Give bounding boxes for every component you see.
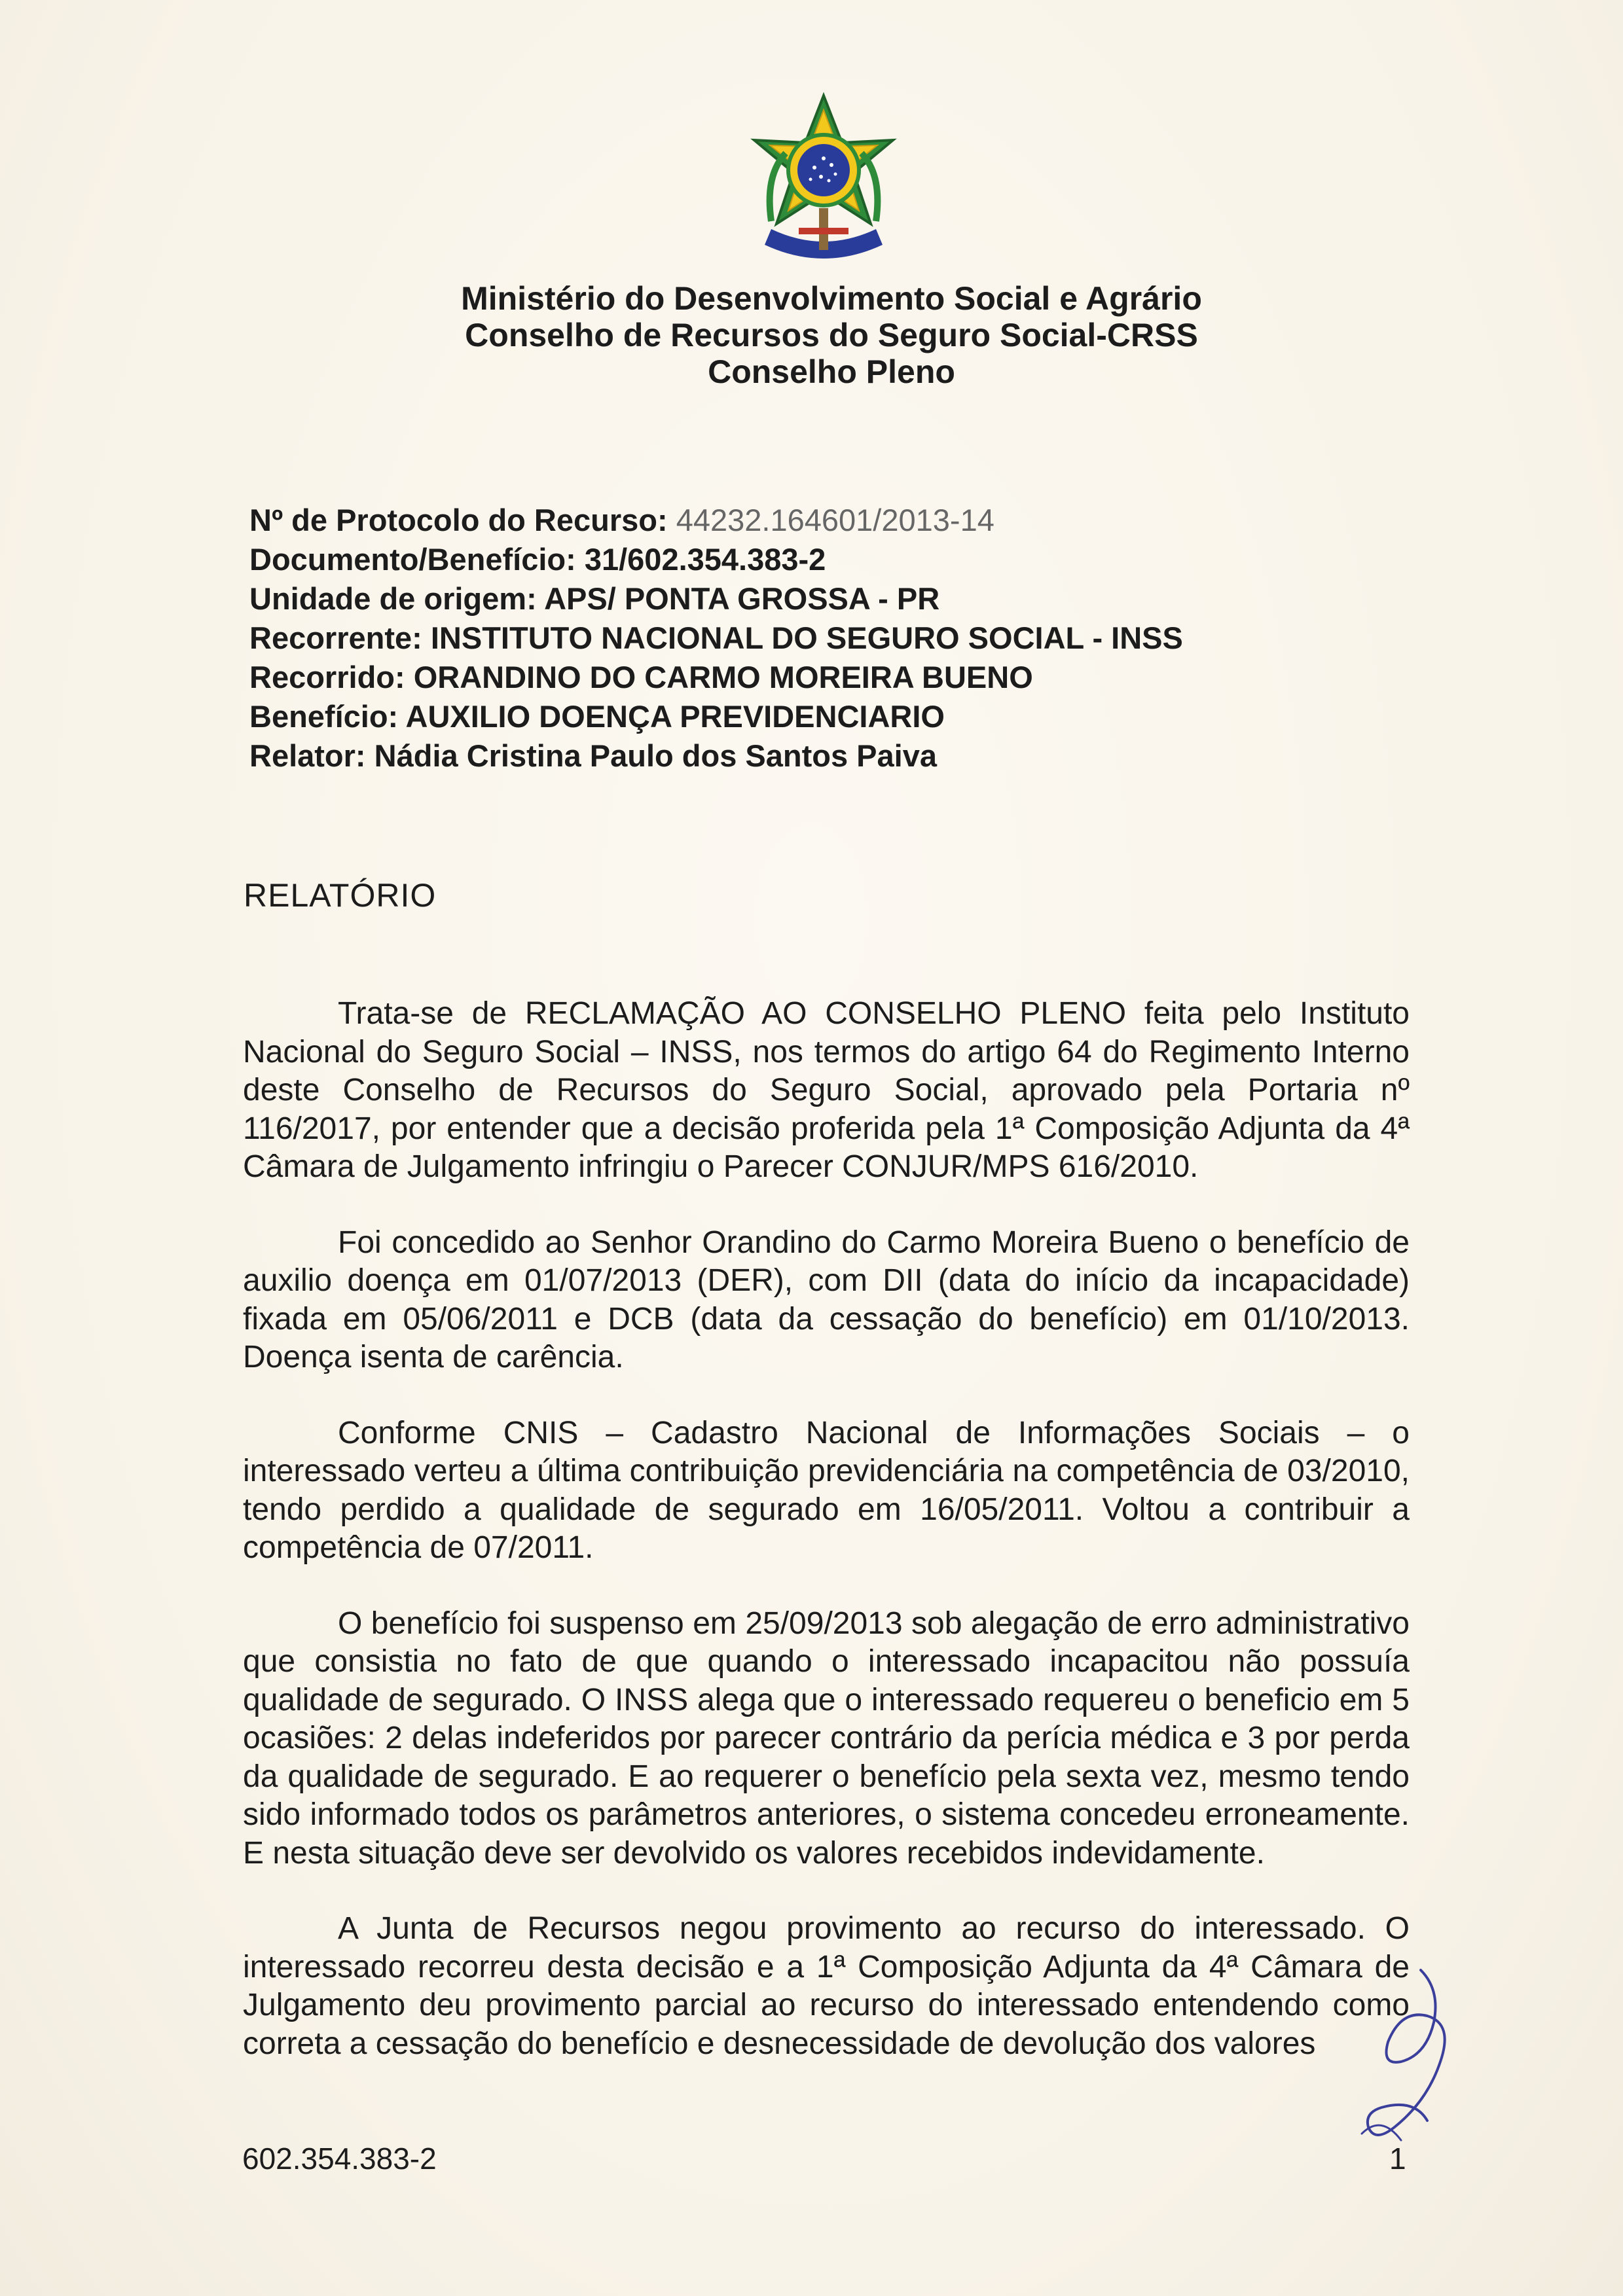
- document-value: 31/602.354.383-2: [584, 542, 826, 577]
- appellant-row: [249, 619, 1183, 658]
- protocol-row: [249, 501, 1183, 540]
- footer-benefit-number: 602.354.383-2: [242, 2142, 437, 2176]
- benefit-row: [249, 697, 1183, 736]
- report-title: RELATÓRIO: [244, 877, 437, 914]
- report-body: [243, 995, 1410, 2100]
- council-name: Conselho de Recursos do Seguro Social-CRSS: [465, 317, 1198, 353]
- document-label: Documento/Benefício:: [249, 542, 576, 577]
- chamber-name: Conselho Pleno: [708, 353, 955, 390]
- signature-icon: [1342, 1964, 1460, 2160]
- rapporteur-row: [249, 736, 1183, 776]
- origin-label: Unidade de origem:: [249, 581, 537, 616]
- appellee-label: Recorrido:: [249, 660, 405, 694]
- coat-of-arms-icon: [725, 90, 922, 287]
- protocol-value: 44232.164601/2013-14: [676, 503, 994, 537]
- report-paragraph: O benefício foi suspenso em 25/09/2013 sob alegação de erro administrativo que consistia no fato de que quando o interessado incapacitou não possuía qualidade de segurado. O INSS alega que o interessado requereu o beneficio em 5 ocasiões: 2 delas indeferidos por parecer contrário da perícia médica e 3 por perda da qualidade de segurado. E ao requerer o benefício pela sexta vez, mesmo tendo sido informado todos os parâmetros anteriores, o sistema concedeu erroneamente. E nesta situação deve ser devolvido os valores recebidos indevidamente.: [243, 1605, 1410, 1871]
- institution-header: [0, 280, 1623, 390]
- appellant-label: Recorrente:: [249, 620, 422, 655]
- appellee-value: ORANDINO DO CARMO MOREIRA BUENO: [413, 660, 1033, 694]
- report-paragraph: Trata-se de RECLAMAÇÃO AO CONSELHO PLENO feita pelo Instituto Nacional do Seguro Social – INSS, nos termos do artigo 64 do Regimento Interno deste Conselho de Recursos do Seguro Social, aprovado pela Portaria nº 116/2017, por entender que a decisão proferida pela 1ª Composição Adjunta da 4ª Câmara de Julgamento infringiu o Parecer CONJUR/MPS 616/2010.: [243, 996, 1410, 1184]
- document-row: [249, 540, 1183, 579]
- ministry-name: Ministério do Desenvolvimento Social e Agrário: [461, 280, 1202, 317]
- benefit-value: AUXILIO DOENÇA PREVIDENCIARIO: [405, 699, 945, 734]
- report-paragraph: Conforme CNIS – Cadastro Nacional de Informações Sociais – o interessado verteu a última contribuição previdenciária na competência de 03/2010, tendo perdido a qualidade de segurado em 16/05/2011. Voltou a contribuir a competência de 07/2011.: [243, 1415, 1410, 1565]
- page-number: 1: [1389, 2142, 1406, 2176]
- report-paragraph: A Junta de Recursos negou provimento ao recurso do interessado. O interessado recorreu desta decisão e a 1ª Composição Adjunta da 4ª Câmara de Julgamento deu provimento parcial ao recurso do interessado entendendo como correta a cessação do benefício e desnecessidade de devolução dos valores: [243, 1911, 1410, 2061]
- protocol-label: Nº de Protocolo do Recurso:: [249, 503, 668, 537]
- appellee-row: [249, 658, 1183, 697]
- appellant-value: INSTITUTO NACIONAL DO SEGURO SOCIAL - INSS: [430, 620, 1183, 655]
- origin-value: APS/ PONTA GROSSA - PR: [544, 581, 940, 616]
- origin-row: [249, 579, 1183, 619]
- case-details: [249, 501, 1183, 776]
- report-paragraph: Foi concedido ao Senhor Orandino do Carmo Moreira Bueno o benefício de auxilio doença em 01/07/2013 (DER), com DII (data do início da incapacidade) fixada em 05/06/2011 e DCB (data da cessação do benefício) em 01/10/2013. Doença isenta de carência.: [243, 1225, 1410, 1374]
- rapporteur-label: Relator:: [249, 738, 366, 773]
- rapporteur-value: Nádia Cristina Paulo dos Santos Paiva: [374, 738, 937, 773]
- benefit-label: Benefício:: [249, 699, 399, 734]
